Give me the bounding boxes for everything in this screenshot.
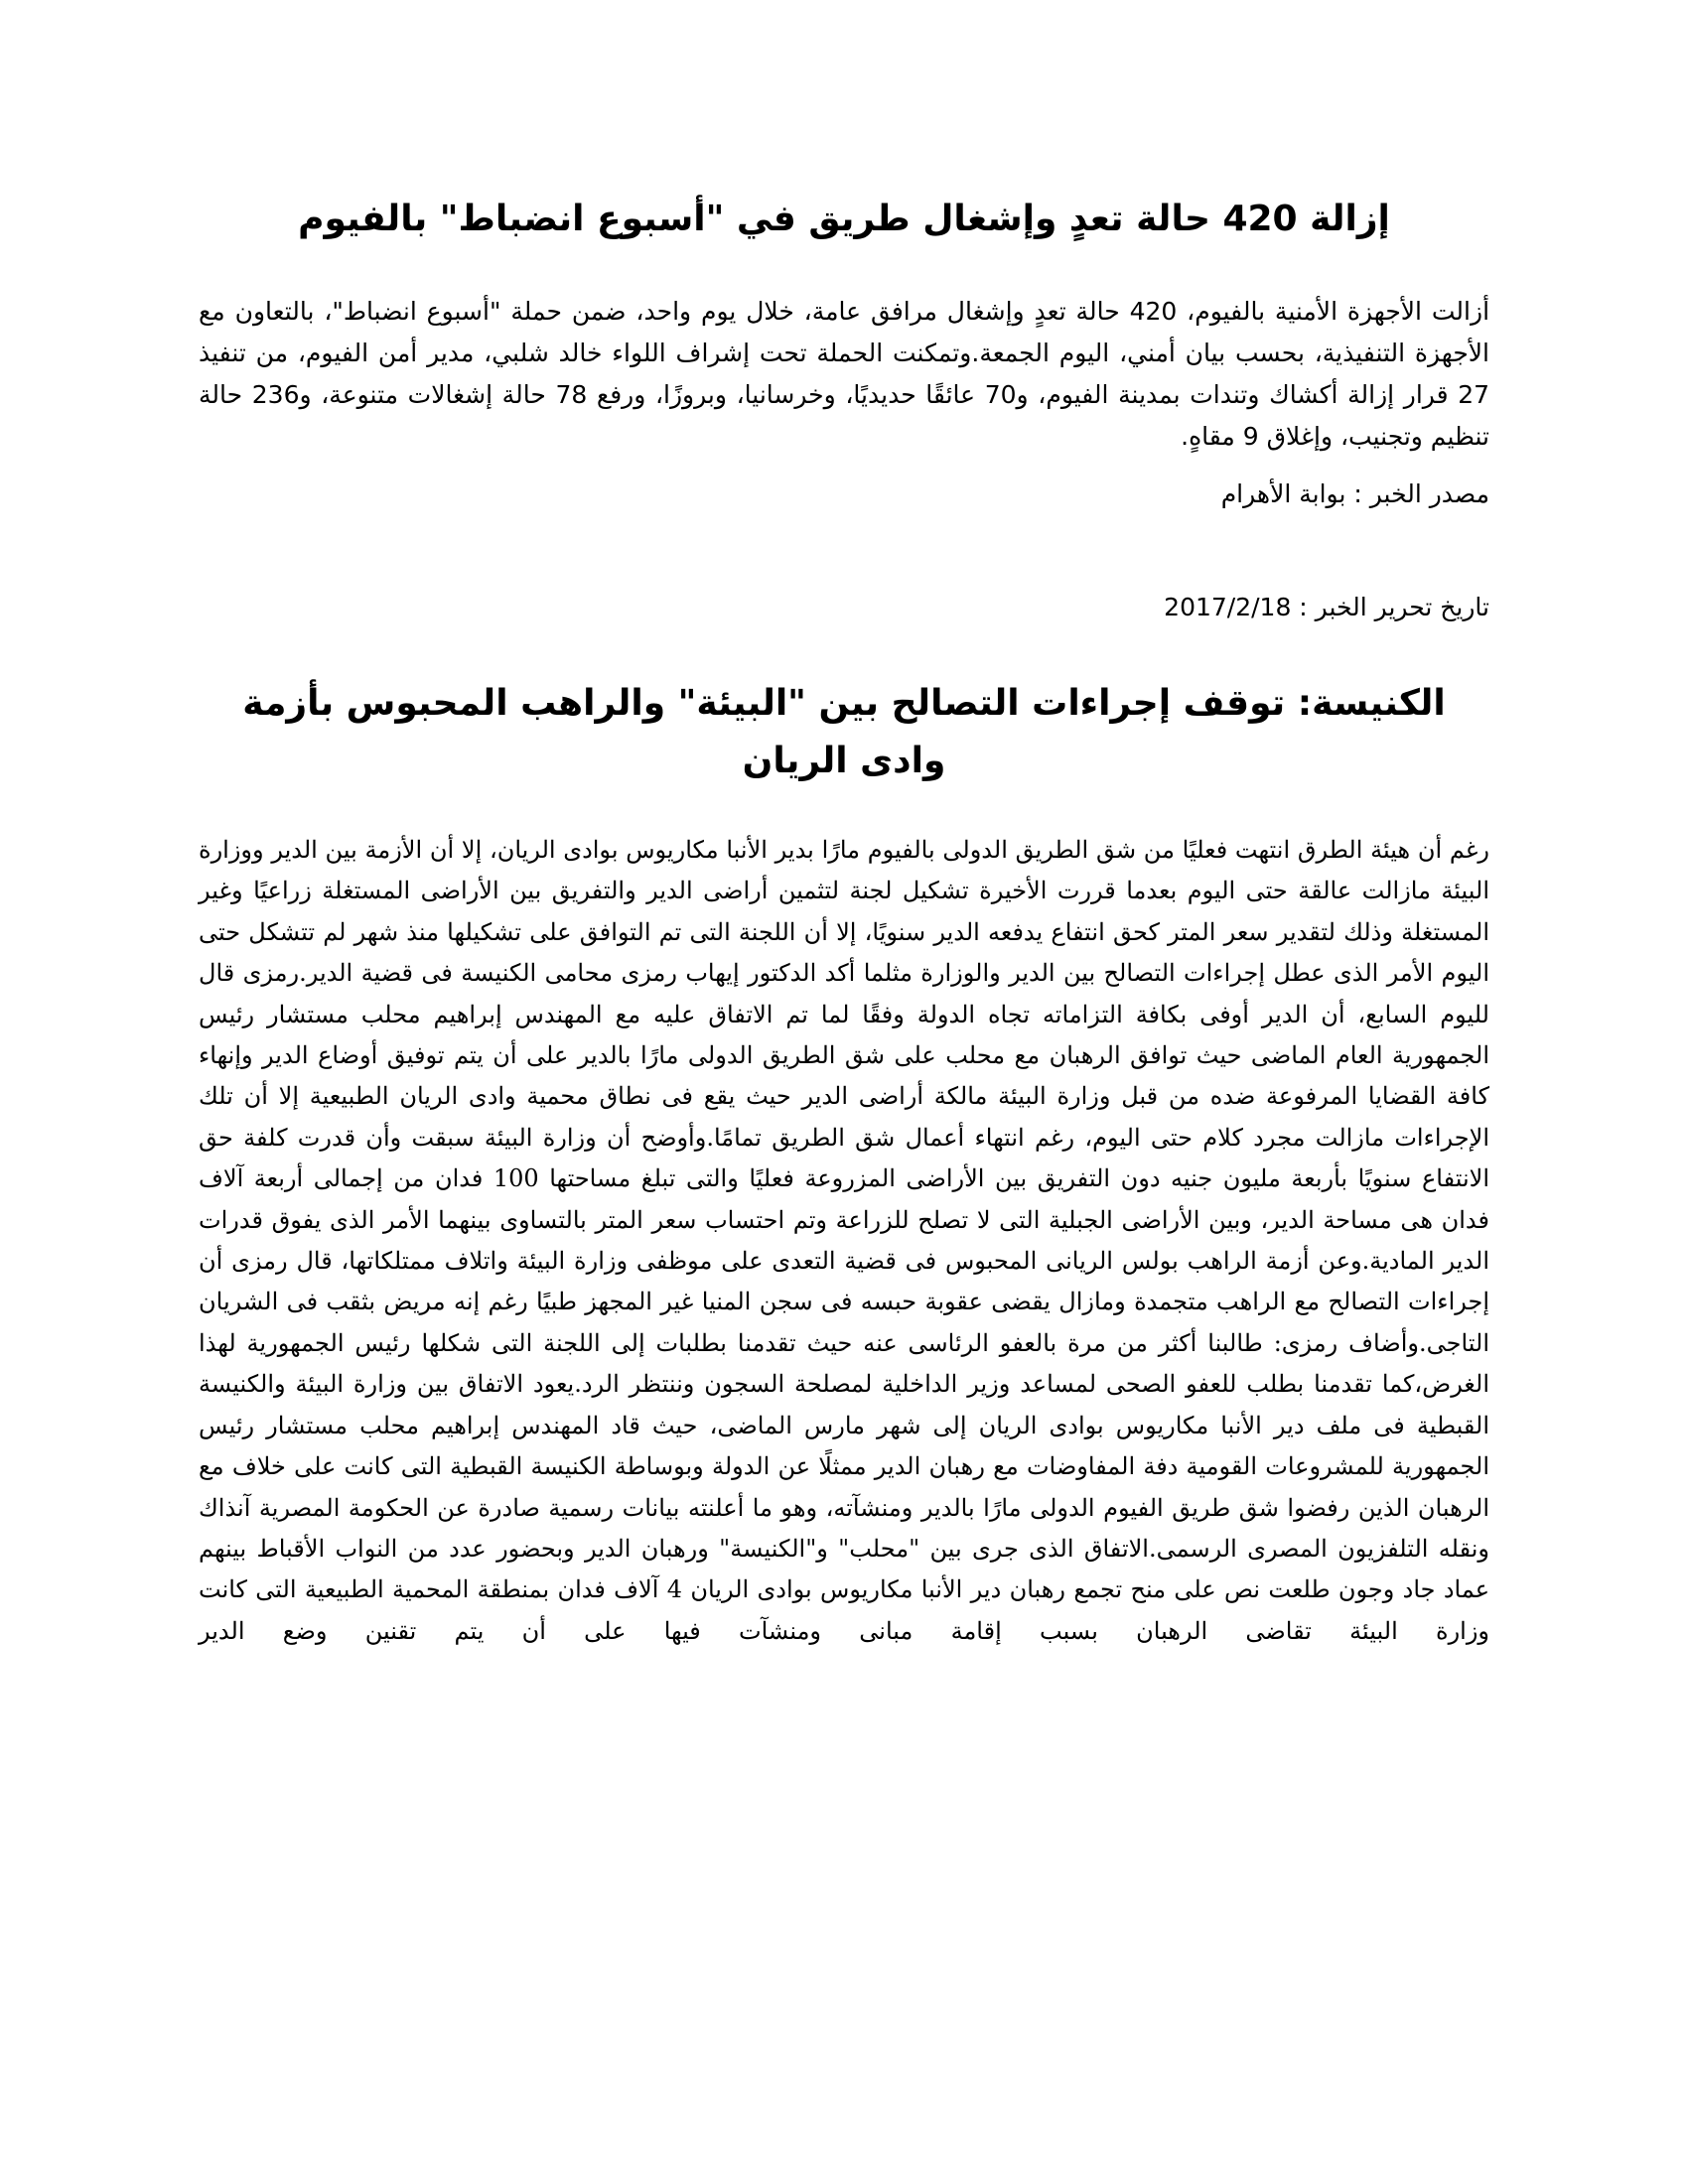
article-1-body: أزالت الأجهزة الأمنية بالفيوم، 420 حالة تعدٍ وإشغال مرافق عامة، خلال يوم واحد، ضمن حملة "أسبوع انضباط"، بالتعاون مع الأجهزة التنفيذية، بحسب بيان أمني، اليوم الجمعة.وتمكنت الحملة تحت إشراف اللواء خالد شلبي، مدير أمن الفيوم، من تنفيذ 27 قرار إزالة أكشاك وتندات بمدينة الفيوم، و70 عائقًا حديديًا، وخرسانيا، وبروزًا، ورفع 78 حالة إشغالات متنوعة، و236 حالة تنظيم وتجنيب، وإغلاق 9 مقاهٍ. bbox=[199, 297, 1490, 451]
article-2-body: رغم أن هيئة الطرق انتهت فعليًا من شق الطريق الدولى بالفيوم مارًا بدير الأنبا مكاريوس بوادى الريان، إلا أن الأزمة بين الدير ووزارة البيئة مازالت عالقة حتى اليوم بعدما قررت الأخيرة تشكيل لجنة لتثمين أراضى الدير والتفريق بين الأراضى المستغلة زراعيًا وغير المستغلة وذلك لتقدير سعر المتر كحق انتفاع يدفعه الدير سنويًا، إلا أن اللجنة التى تم التوافق على تشكيلها منذ شهر لم تتشكل حتى اليوم الأمر الذى عطل إجراءات التصالح بين الدير والوزارة مثلما أكد الدكتور إيهاب رمزى محامى الكنيسة فى قضية الدير.رمزى قال لليوم السابع، أن الدير أوفى بكافة التزاماته تجاه الدولة وفقًا لما تم الاتفاق عليه مع المهندس إبراهيم محلب مستشار رئيس الجمهورية العام الماضى حيث توافق الرهبان مع محلب على شق الطريق الدولى مارًا بالدير على أن يتم توفيق أوضاع الدير وإنهاء كافة القضايا المرفوعة ضده من قبل وزارة البيئة مالكة أراضى الدير حيث يقع فى نطاق محمية وادى الريان الطبيعية إلا أن تلك الإجراءات مازالت مجرد كلام حتى اليوم، رغم انتهاء أعمال شق الطريق تمامًا.وأوضح أن وزارة البيئة سبقت وأن قدرت كلفة حق الانتفاع سنويًا بأربعة مليون جنيه دون التفريق بين الأراضى المزروعة فعليًا والتى تبلغ مساحتها 100 فدان من إجمالى أربعة آلاف فدان هى مساحة الدير، وبين الأراضى الجبلية التى لا تصلح للزراعة وتم احتساب سعر المتر بالتساوى بينهما الأمر الذى يفوق قدرات الدير المادية.وعن أزمة الراهب بولس الريانى المحبوس فى قضية التعدى على موظفى وزارة البيئة واتلاف ممتلكاتها، قال رمزى أن إجراءات التصالح مع الراهب متجمدة ومازال يقضى عقوبة حبسه فى سجن المنيا غير المجهز طبيًا رغم إنه مريض بثقب فى الشريان التاجى.وأضاف رمزى: طالبنا أكثر من مرة بالعفو الرئاسى عنه حيث تقدمنا بطلبات إلى اللجنة التى شكلها رئيس الجمهورية لهذا الغرض،كما تقدمنا بطلب للعفو الصحى لمساعد وزير الداخلية لمصلحة السجون وننتظر الرد.يعود الاتفاق بين وزارة البيئة والكنيسة القبطية فى ملف دير الأنبا مكاريوس بوادى الريان إلى شهر مارس الماضى، حيث قاد المهندس إبراهيم محلب مستشار رئيس الجمهورية للمشروعات القومية دفة المفاوضات مع رهبان الدير ممثلًا عن الدولة وبوساطة الكنيسة القبطية التى كانت على خلاف مع الرهبان الذين رفضوا شق طريق الفيوم الدولى مارًا بالدير ومنشآته، وهو ما أعلنته بيانات رسمية صادرة عن الحكومة المصرية آنذاك ونقله التلفزيون المصرى الرسمى.الاتفاق الذى جرى بين "محلب" و"الكنيسة" ورهبان الدير وبحضور عدد من النواب الأقباط بينهم عماد جاد وجون طلعت نص على منح تجمع رهبان دير الأنبا مكاريوس بوادى الريان 4 آلاف فدان بمنطقة المحمية الطبيعية التى كانت وزارة البيئة تقاضى الرهبان بسبب إقامة مبانى ومنشآت فيها على أن يتم تقنين وضع الدير bbox=[199, 836, 1490, 1645]
article-1-source: مصدر الخبر : بوابة الأهرام bbox=[1220, 479, 1489, 508]
article-1-title: إزالة 420 حالة تعدٍ وإشغال طريق في "أسبوع انضباط" بالفيوم bbox=[298, 199, 1390, 239]
article-2-title: الكنيسة: توقف إجراءات التصالح بين "البيئة" والراهب المحبوس بأزمة وادى الريان bbox=[242, 683, 1446, 781]
document-page bbox=[199, 0, 1489, 2184]
article-1-date: تاريخ تحرير الخبر : 2017/2/18 bbox=[1164, 593, 1489, 621]
